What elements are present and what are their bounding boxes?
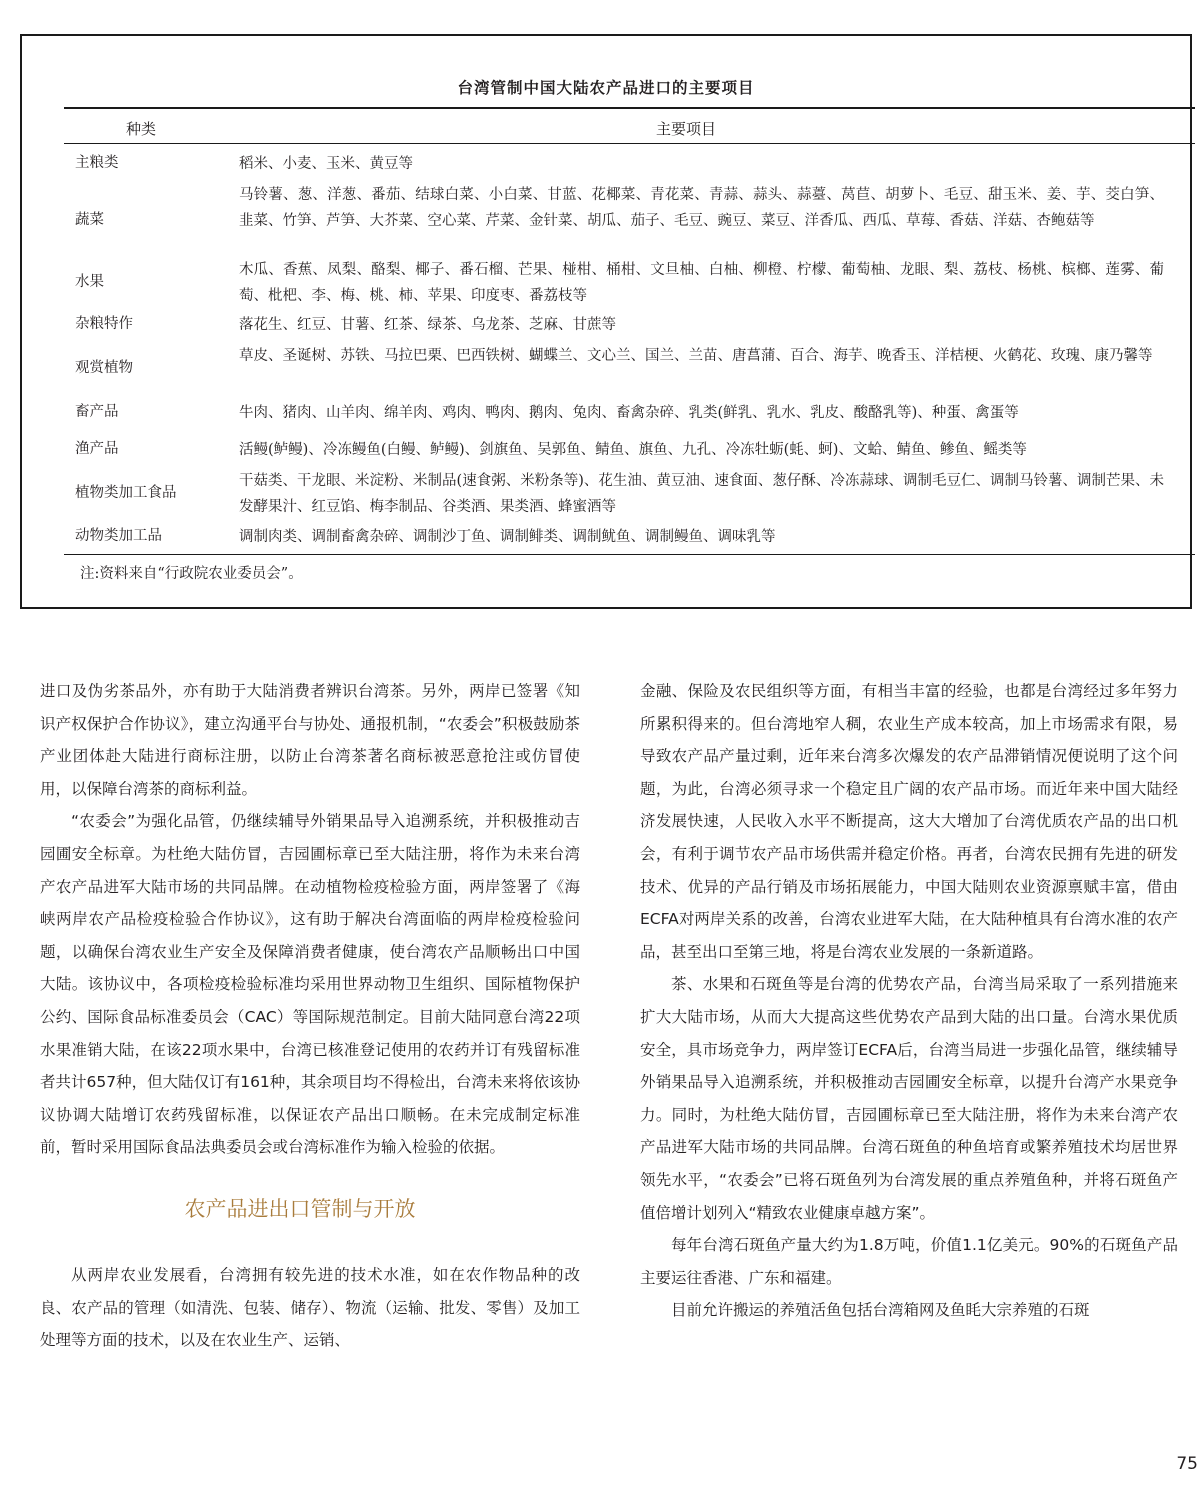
paragraph: 从两岸农业发展看，台湾拥有较先进的技术水准，如在农作物品种的改良、农产品的管理（如清洗、包装、储存）、物流（运输、批发、零售）及加工处理等方面的技术，以及在农业生产、运销、 bbox=[40, 1265, 580, 1350]
row-category: 蔬菜 bbox=[75, 212, 104, 228]
row-category: 主粮类 bbox=[75, 155, 119, 171]
table-bottom-rule bbox=[64, 554, 1195, 555]
paragraph: 每年台湾石斑鱼产量大约为1.8万吨，价值1.1亿美元。90%的石斑鱼产品主要运往香港、广东和福建。 bbox=[640, 1236, 1178, 1287]
row-category: 植物类加工食品 bbox=[75, 485, 177, 501]
table-header-items: 主要项目 bbox=[656, 120, 717, 138]
paragraph: “农委会”为强化品管，仍继续辅导外销果品导入追溯系统，并积极推动吉园圃安全标章。为杜绝大陆仿冒，吉园圃标章已至大陆注册，将作为未来台湾产农产品进军大陆市场的共同品牌。在动植物检疫检验方面，两岸签署了《海峡两岸农产品检疫检验合作协议》，这有助于解决台湾面临的两岸检疫检验问题，以确保台湾农业生产安全及保障消费者健康，使台湾农产品顺畅出口中国大陆。该协议中，各项检疫检验标准均采用世界动物卫生组织、国际植物保护公约、国际食品标准委员会（CAC）等国际规范制定。目前大陆同意台湾22项水果准销大陆，在该22项水果中，台湾已核准登记使用的农药并订有残留标准者共计657种，但大陆仅订有161种，其余项目均不得检出，台湾未来将依该协议协调大陆增订农药残留标准，以保证农产品出口顺畅。在未完成制定标准前，暂时采用国际食品法典委员会或台湾标准作为输入检验的依据。 bbox=[40, 812, 580, 1157]
table-row bbox=[22, 437, 1194, 463]
row-items: 牛肉、猪肉、山羊肉、绵羊肉、鸡肉、鸭肉、鹅肉、兔肉、畜禽杂碎、乳类(鲜乳、乳水、乳皮、酸酪乳等)、种蛋、禽蛋等 bbox=[239, 405, 1019, 421]
table-header-rule bbox=[64, 143, 1195, 144]
table-top-rule bbox=[64, 107, 1195, 109]
table-title: 台湾管制中国大陆农产品进口的主要项目 bbox=[457, 79, 755, 97]
paragraph: 金融、保险及农民组织等方面，有相当丰富的经验，也都是台湾经过多年努力所累积得来的。但台湾地窄人稠，农业生产成本较高，加上市场需求有限，易导致农产品产量过剩，近年来台湾多次爆发的农产品滞销情况便说明了这个问题，为此，台湾必须寻求一个稳定且广阔的农产品市场。而近年来中国大陆经济发展快速，人民收入水平不断提高，这大大增加了台湾优质农产品的出口机会，有利于调节农产品市场供需并稳定价格。再者，台湾农民拥有先进的研发技术、优异的产品行销及市场拓展能力，中国大陆则农业资源禀赋丰富，借由ECFA对两岸关系的改善，台湾农业进军大陆，在大陆种植具有台湾水准的农产品，甚至出口至第三地，将是台湾农业发展的一条新道路。 bbox=[640, 682, 1178, 961]
table-box bbox=[20, 34, 1192, 609]
table-header-category: 种类 bbox=[126, 120, 157, 138]
page-number: 75 bbox=[1176, 1454, 1198, 1474]
section-heading: 农产品进出口管制与开放 bbox=[184, 1196, 416, 1221]
row-items: 草皮、圣诞树、苏铁、马拉巴栗、巴西铁树、蝴蝶兰、文心兰、国兰、兰苗、唐菖蒲、百合、海芋、晚香玉、洋桔梗、火鹤花、玫瑰、康乃馨等 bbox=[239, 348, 1153, 364]
row-category: 动物类加工品 bbox=[75, 528, 162, 544]
row-items: 干菇类、干龙眼、米淀粉、米制品(速食粥、米粉条等)、花生油、黄豆油、速食面、葱仔酥、冷冻蒜球、调制毛豆仁、调制马铃薯、调制芒果、未发酵果汁、红豆馅、梅李制品、谷类酒、果类酒、蜂蜜酒等 bbox=[239, 473, 1164, 515]
left-column bbox=[40, 675, 580, 1357]
right-column bbox=[640, 675, 1178, 1327]
row-items: 马铃薯、葱、洋葱、番茄、结球白菜、小白菜、甘蓝、花椰菜、青花菜、青蒜、蒜头、蒜薹、莴苣、胡萝卜、毛豆、甜玉米、姜、芋、茭白笋、韭菜、竹笋、芦笋、大芥菜、空心菜、芹菜、金针菜、胡瓜、茄子、毛豆、豌豆、菜豆、洋香瓜、西瓜、草莓、香菇、洋菇、杏鲍菇等 bbox=[239, 187, 1164, 229]
table-row bbox=[22, 343, 1194, 395]
row-items: 木瓜、香蕉、凤梨、酪梨、椰子、番石榴、芒果、椪柑、桶柑、文旦柚、白柚、柳橙、柠檬、葡萄柚、龙眼、梨、荔枝、杨桃、槟榔、莲雾、葡萄、枇杷、李、梅、桃、柿、苹果、印度枣、番荔枝等 bbox=[239, 262, 1164, 304]
row-category: 水果 bbox=[75, 274, 104, 290]
row-category: 观赏植物 bbox=[75, 360, 133, 376]
paragraph: 进口及伪劣茶品外，亦有助于大陆消费者辨识台湾茶。另外，两岸已签署《知识产权保护合作协议》，建立沟通平台与协处、通报机制，“农委会”积极鼓励茶产业团体赴大陆进行商标注册，以防止台湾茶著名商标被恶意抢注或仿冒使用，以保障台湾茶的商标利益。 bbox=[40, 682, 580, 798]
table-row bbox=[22, 400, 1194, 426]
table-row bbox=[22, 182, 1194, 260]
table-row bbox=[22, 524, 1194, 550]
row-category: 杂粮特作 bbox=[75, 316, 133, 332]
table-row bbox=[22, 468, 1194, 520]
paragraph: 茶、水果和石斑鱼等是台湾的优势农产品，台湾当局采取了一系列措施来扩大大陆市场，从而大大提高这些优势农产品到大陆的出口量。台湾水果优质安全，具市场竞争力，两岸签订ECFA后，台湾当局进一步强化品管，继续辅导外销果品导入追溯系统，并积极推动吉园圃安全标章，以提升台湾产水果竞争力。同时，为杜绝大陆仿冒，吉园圃标章已至大陆注册，将作为未来台湾产农产品进军大陆市场的共同品牌。台湾石斑鱼的种鱼培育或繁养殖技术均居世界领先水平，“农委会”已将石斑鱼列为台湾发展的重点养殖鱼种，并将石斑鱼产值倍增计划列入“精致农业健康卓越方案”。 bbox=[640, 975, 1178, 1222]
row-items: 活鳗(鲈鳗)、冷冻鳗鱼(白鳗、鲈鳗)、剑旗鱼、吴郭鱼、鲭鱼、旗鱼、九孔、冷冻牡蛎(蚝、蚵)、文蛤、鲭鱼、鲹鱼、鳐类等 bbox=[239, 442, 1027, 458]
row-items: 落花生、红豆、甘薯、红茶、绿茶、乌龙茶、芝麻、甘蔗等 bbox=[239, 317, 616, 333]
table-row bbox=[22, 257, 1194, 309]
row-category: 渔产品 bbox=[75, 441, 119, 457]
table-row bbox=[22, 312, 1194, 338]
row-category: 畜产品 bbox=[75, 404, 119, 420]
row-items: 稻米、小麦、玉米、黄豆等 bbox=[239, 156, 413, 172]
table-note: 注:资料来自“行政院农业委员会”。 bbox=[80, 566, 303, 582]
row-items: 调制肉类、调制畜禽杂碎、调制沙丁鱼、调制鲱类、调制鱿鱼、调制鳗鱼、调味乳等 bbox=[239, 529, 776, 545]
paragraph: 目前允许搬运的养殖活鱼包括台湾箱网及鱼眊大宗养殖的石斑 bbox=[671, 1301, 1090, 1320]
table-row bbox=[22, 151, 1194, 177]
